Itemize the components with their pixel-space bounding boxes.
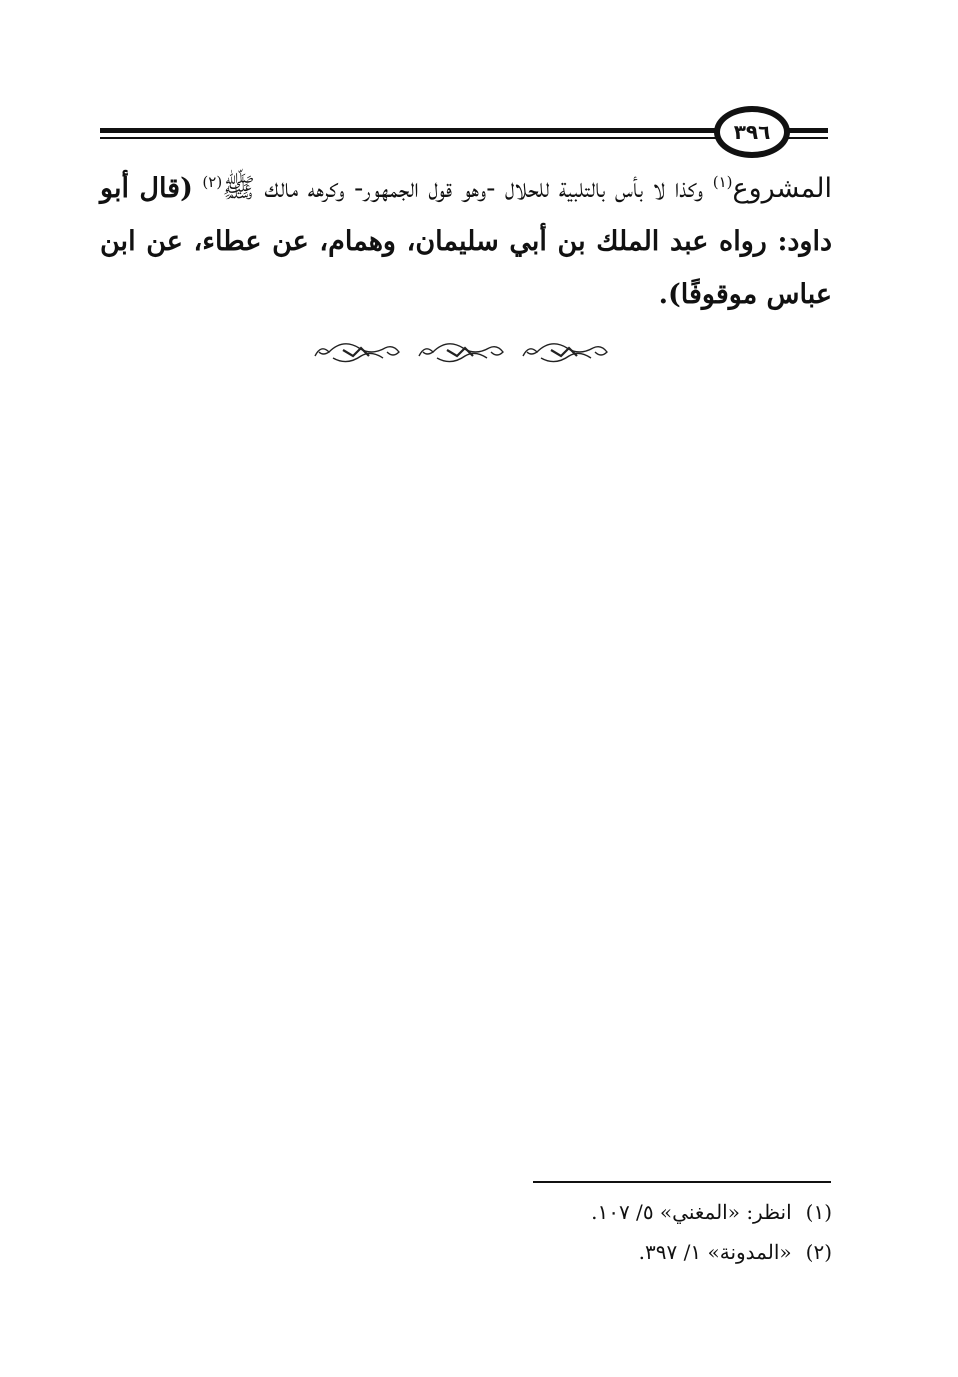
text-segment: وكذا لا بأس بالتلبية للحلال -وهو قول الجمهور- وكرهه مالك ﷺ xyxy=(222,173,713,204)
footnote-ref-2[interactable]: (٢) xyxy=(202,173,223,191)
page-header xyxy=(100,104,835,164)
footnote-text: انظر: «المغني» ٥/ ١٠٧. xyxy=(591,1200,792,1224)
header-rule-right-thin xyxy=(788,137,828,139)
header-rule-thick xyxy=(100,128,720,133)
page-number: ٣٩٦ xyxy=(714,106,790,158)
text-segment: المشروع xyxy=(732,173,833,204)
footnote-2 xyxy=(440,1232,832,1272)
footnote-text: «المدونة» ١/ ٣٩٧. xyxy=(638,1240,792,1264)
footnote-separator xyxy=(533,1181,831,1183)
header-rule-thin xyxy=(100,137,720,139)
footnotes xyxy=(440,1192,832,1272)
footnote-number: (١) xyxy=(805,1200,832,1224)
footnote-number: (٢) xyxy=(805,1240,832,1264)
main-paragraph xyxy=(100,162,832,321)
text-segment xyxy=(193,173,203,204)
footnote-1 xyxy=(440,1192,832,1232)
header-rule-right-thick xyxy=(788,128,828,133)
quote-bold: (قال أبو داود: رواه عبد الملك بن أبي سليمان، وهمام، عن عطاء، عن ابن عباس موقوفًا). xyxy=(100,173,832,310)
footnote-ref-1[interactable]: (١) xyxy=(712,173,733,191)
ornament-divider-icon xyxy=(313,338,618,368)
ornament-unit-icon xyxy=(315,344,399,362)
